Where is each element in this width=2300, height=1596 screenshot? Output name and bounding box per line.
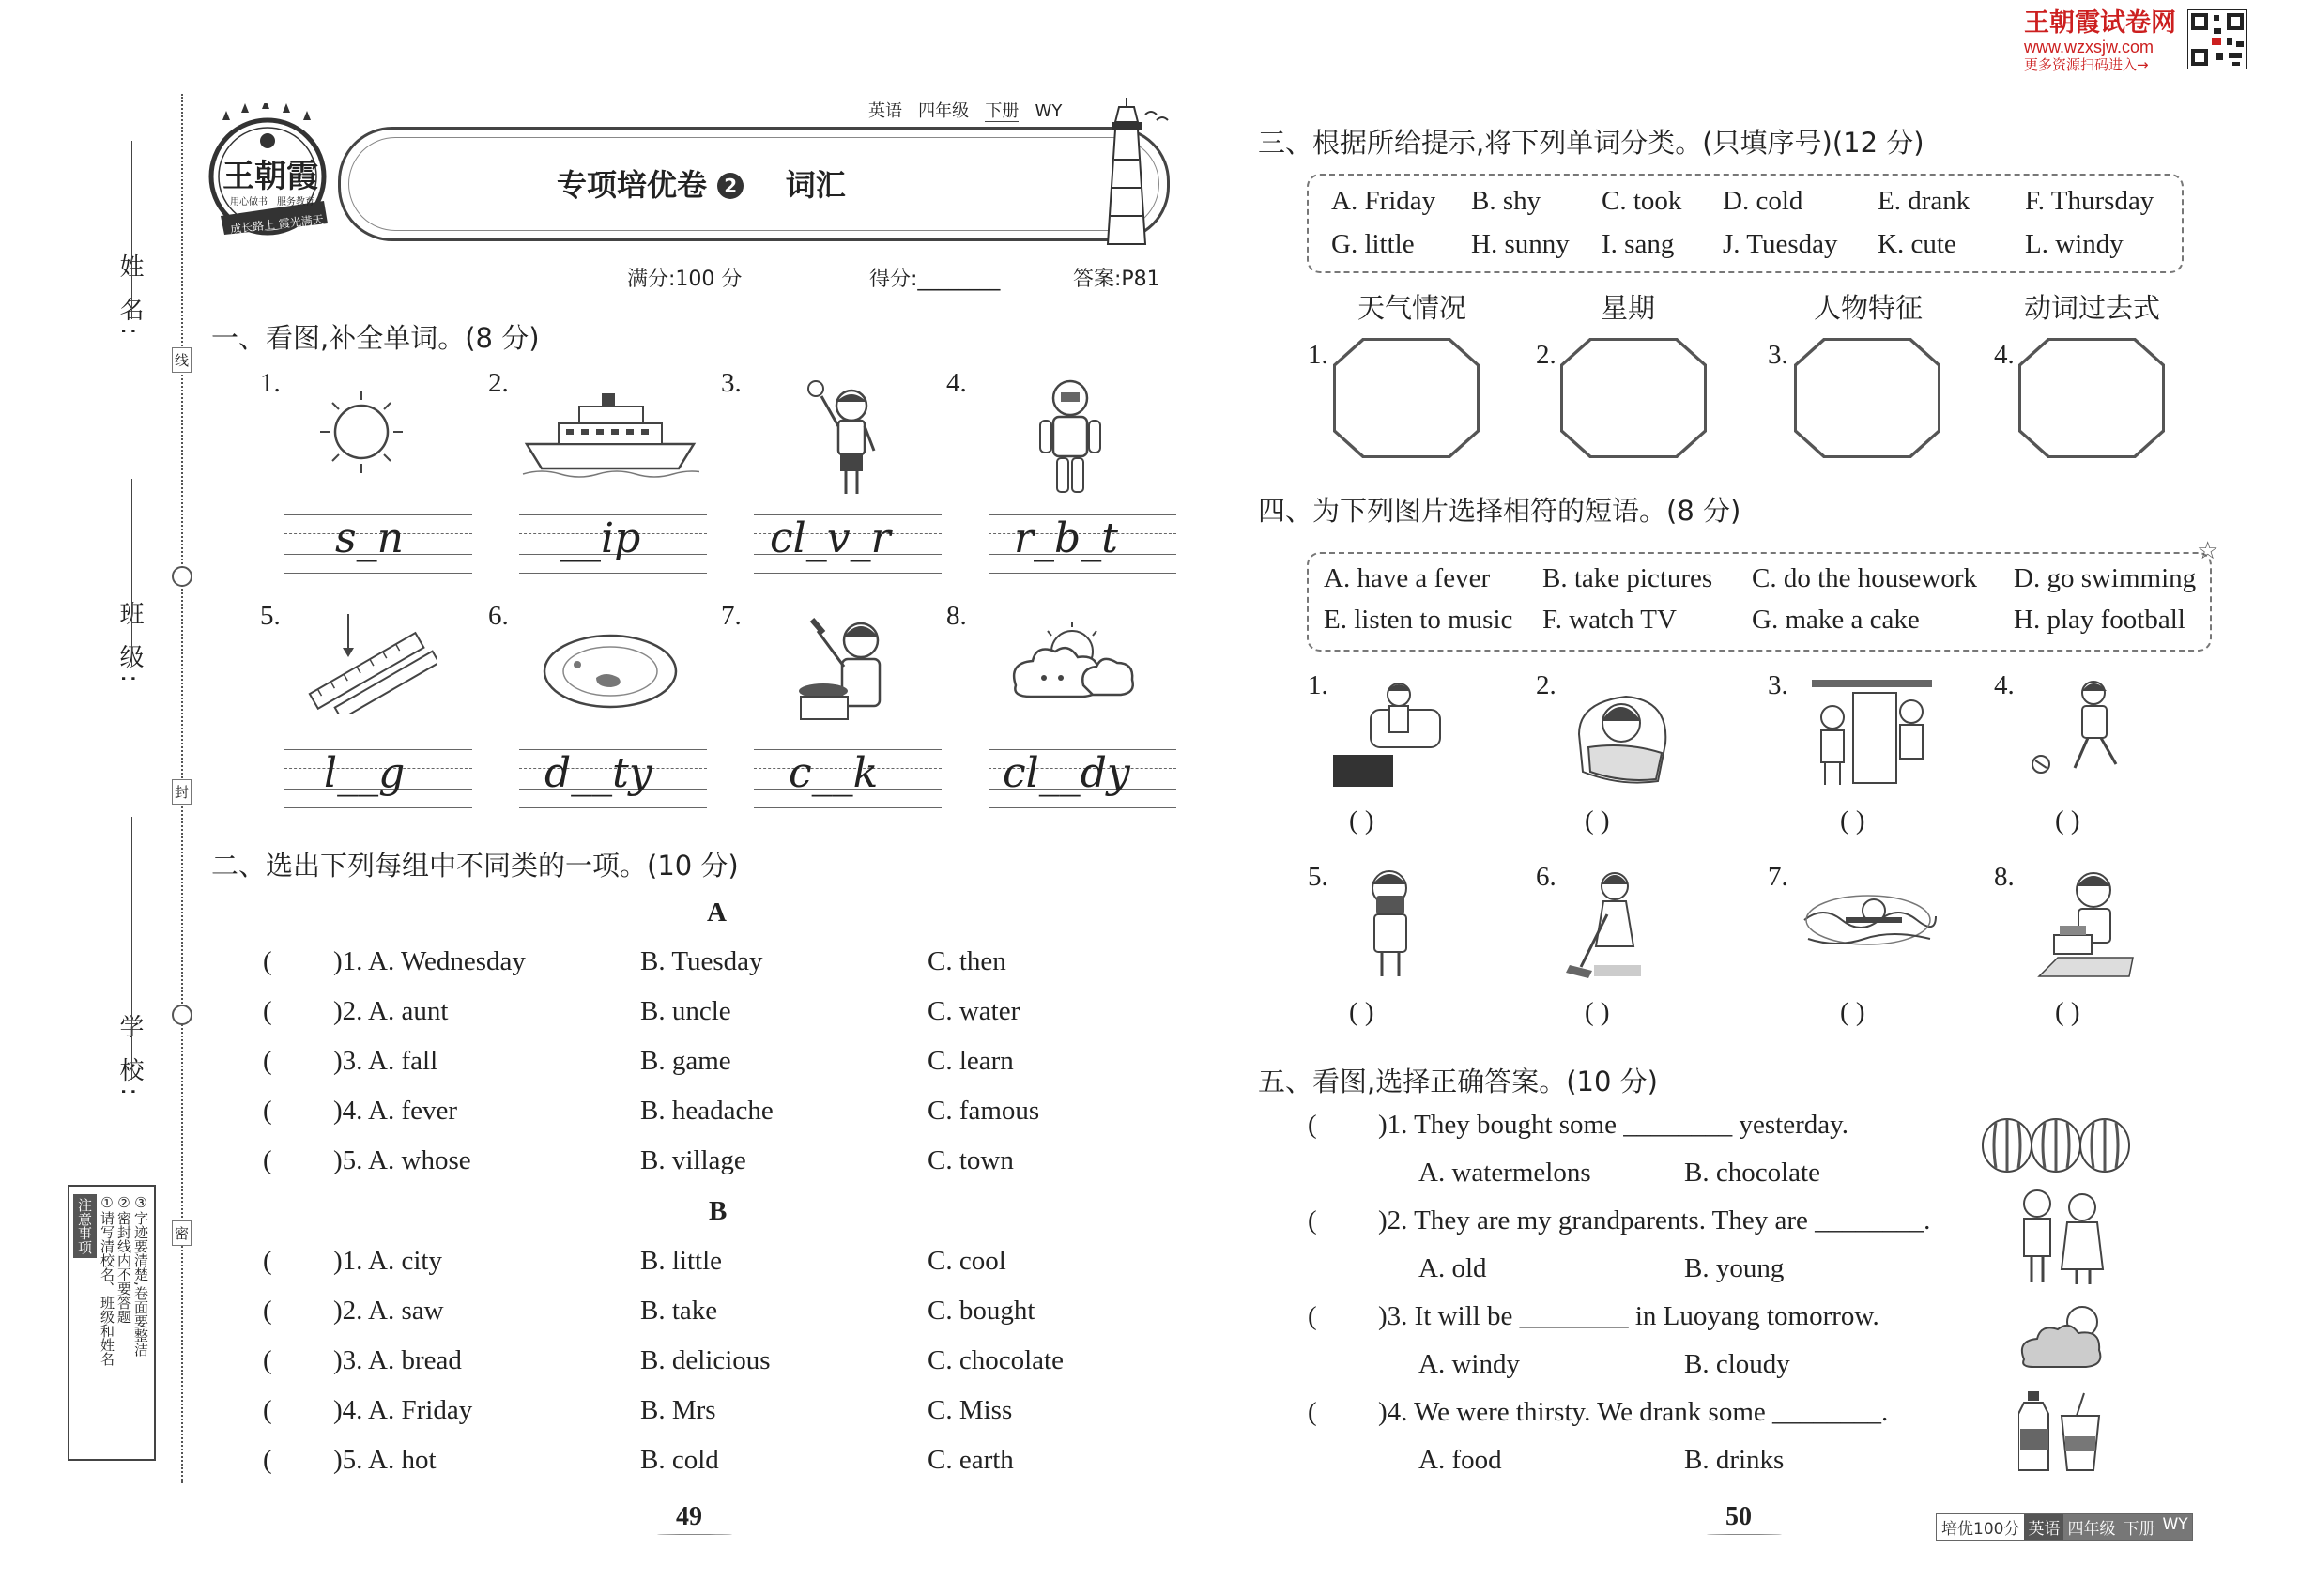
option-b: B. uncle: [640, 996, 731, 1026]
option-c: C. cool: [928, 1246, 1006, 1276]
item-number: 4.: [946, 368, 967, 398]
logo-banner: 成长路上 霞光满天: [229, 212, 325, 237]
logo-text: 王朝霞: [222, 158, 318, 195]
question-text: )2. They are my grandparents. They are ________.: [1378, 1205, 1931, 1235]
dirty-plate-icon: [540, 629, 681, 714]
logo-sub: 用心做书: [230, 197, 268, 207]
brand-sub: 更多资源扫码进入→: [2024, 56, 2149, 73]
word-option: G. little: [1331, 229, 1415, 259]
score-field[interactable]: 得分:________: [869, 268, 1001, 291]
answer-blank[interactable]: ( ): [1349, 806, 1374, 836]
option-b: B. cloudy: [1684, 1349, 1790, 1379]
word-option: F. Thursday: [2025, 186, 2154, 216]
item-number: 8.: [946, 601, 967, 631]
question-text: )1. They bought some ________ yesterday.: [1378, 1110, 1848, 1140]
item-number: 1.: [260, 368, 281, 398]
item-number: 6.: [488, 601, 509, 631]
word-option: L. windy: [2025, 229, 2124, 259]
option-a: )5. A. whose: [333, 1145, 471, 1175]
meta-term: 下册: [985, 101, 1020, 121]
item-number: 4.: [1994, 670, 2015, 700]
item-number: 2.: [1536, 340, 1556, 370]
category-label: 人物特征: [1814, 292, 1924, 324]
title-text: 专项培优卷: [557, 167, 708, 203]
phrase-option: G. make a cake: [1752, 605, 1920, 635]
option-a: )4. A. Friday: [333, 1395, 473, 1425]
answer-paren[interactable]: (: [263, 1395, 272, 1425]
lighthouse-icon: [1080, 94, 1173, 249]
option-a: )5. A. hot: [333, 1445, 437, 1475]
qr-code-icon[interactable]: [2187, 9, 2247, 69]
scissors-icon: [172, 1005, 192, 1025]
name-label: 姓 名:: [115, 253, 144, 342]
camera-boy-icon: [1352, 867, 1427, 980]
page-number: 50: [1725, 1502, 1752, 1531]
section5-title: 五、看图,选择正确答案。(10 分): [1258, 1066, 1658, 1097]
answer-blank[interactable]: ( ): [1840, 997, 1865, 1027]
cut-mark: 线: [172, 347, 192, 373]
class-label: 班 级:: [115, 601, 144, 689]
cook-icon: [784, 610, 897, 723]
cloudy-sun-icon: [2015, 1301, 2118, 1376]
item-number: 6.: [1536, 862, 1556, 892]
item-number: 4.: [1994, 340, 2015, 370]
clever-boy-icon: [803, 376, 887, 502]
option-c: C. water: [928, 996, 1020, 1026]
grandparents-icon: [2009, 1185, 2112, 1288]
subject-meta: [868, 98, 1062, 122]
word-blank: r_b_t: [1014, 514, 1118, 562]
item-number: 5.: [1308, 862, 1328, 892]
page-number: 49: [676, 1502, 702, 1531]
word-blank: s_n: [335, 514, 404, 562]
phrase-option: A. have a fever: [1324, 563, 1491, 593]
phrase-option: B. take pictures: [1542, 563, 1713, 593]
football-girl-icon: [2028, 678, 2131, 786]
answer-paren[interactable]: (: [1308, 1110, 1317, 1140]
item-number: 3.: [1768, 340, 1788, 370]
option-b: B. drinks: [1684, 1445, 1785, 1475]
item-number: 1.: [1308, 670, 1328, 700]
word-option: J. Tuesday: [1723, 229, 1838, 259]
class-field[interactable]: [131, 479, 132, 667]
swimming-icon: [1799, 882, 1940, 958]
option-b: B. little: [640, 1246, 722, 1276]
answer-paren[interactable]: (: [263, 996, 272, 1026]
section1-title: 一、看图,补全单词。(8 分): [211, 322, 540, 354]
item-number: 7.: [721, 601, 742, 631]
option-c: C. bought: [928, 1296, 1035, 1326]
answer-ref: 答案:P81: [1073, 268, 1160, 291]
item-number: 3.: [1768, 670, 1788, 700]
ruler-icon: [305, 610, 437, 714]
meta-subject: 英语: [868, 101, 902, 121]
school-label: 学 校:: [115, 1014, 144, 1102]
notes-box: [68, 1185, 156, 1461]
cut-mark: 密: [172, 1220, 192, 1246]
item-number: 2.: [488, 368, 509, 398]
school-field[interactable]: [131, 817, 132, 1080]
ship-icon: [521, 390, 699, 479]
option-a: )3. A. bread: [333, 1345, 462, 1375]
title-number: 2: [717, 173, 744, 199]
phrase-option: H. play football: [2014, 605, 2185, 635]
option-a: )1. A. Wednesday: [333, 946, 526, 976]
answer-paren[interactable]: (: [263, 946, 272, 976]
option-b: B. Tuesday: [640, 946, 763, 976]
brand-title: 王朝霞试卷网: [2024, 8, 2176, 38]
scissors-icon: [172, 566, 192, 587]
cloudy-icon: [1003, 620, 1143, 714]
logo-sub: 服务教育: [277, 197, 314, 207]
word-option: C. took: [1602, 186, 1682, 216]
option-b: B. Mrs: [640, 1395, 716, 1425]
word-blank: d__ty: [544, 749, 652, 797]
answer-paren[interactable]: (: [263, 1145, 272, 1175]
notes-title: 注意事项: [73, 1194, 97, 1258]
word-option: A. Friday: [1331, 186, 1436, 216]
cut-mark: 封: [172, 779, 192, 805]
phrase-option: C. do the housework: [1752, 563, 1978, 593]
option-b: B. headache: [640, 1096, 774, 1126]
section4-title: 四、为下列图片选择相符的短语。(8 分): [1258, 495, 1741, 527]
tag-edition: WY: [2158, 1514, 2191, 1540]
option-c: C. earth: [928, 1445, 1014, 1475]
option-a: )3. A. fall: [333, 1046, 438, 1076]
answer-paren[interactable]: (: [263, 1046, 272, 1076]
answer-blank[interactable]: ( ): [1585, 997, 1610, 1027]
answer-octagon[interactable]: [2018, 338, 2165, 458]
watch-tv-icon: [1333, 678, 1446, 790]
word-option: K. cute: [1878, 229, 1956, 259]
word-blank: l__g: [324, 749, 406, 797]
option-a: A. old: [1418, 1253, 1487, 1283]
tag-series: 培优100分: [1937, 1514, 2024, 1540]
phrase-option: E. listen to music: [1324, 605, 1513, 635]
option-c: C. town: [928, 1145, 1014, 1175]
option-c: C. learn: [928, 1046, 1014, 1076]
page-title: [557, 161, 846, 205]
answer-blank[interactable]: ( ): [1349, 997, 1374, 1027]
category-label: 天气情况: [1357, 292, 1467, 324]
tag-grade: 四年级: [2063, 1514, 2119, 1540]
answer-paren[interactable]: (: [263, 1445, 272, 1475]
option-a: A. food: [1418, 1445, 1502, 1475]
tag-term: 下册: [2119, 1514, 2158, 1540]
option-b: B. game: [640, 1046, 731, 1076]
item-number: 2.: [1536, 670, 1556, 700]
category-label: 星期: [1601, 292, 1656, 324]
answer-octagon[interactable]: [1333, 338, 1480, 458]
category-label: 动词过去式: [2024, 292, 2161, 324]
option-b: B. cold: [640, 1445, 719, 1475]
robot-icon: [1033, 376, 1108, 498]
answer-paren[interactable]: (: [1308, 1205, 1317, 1235]
answer-octagon[interactable]: [1560, 338, 1707, 458]
brand-url[interactable]: www.wzxsjw.com: [2024, 38, 2154, 56]
answer-paren[interactable]: (: [263, 1296, 272, 1326]
answer-blank[interactable]: ( ): [2055, 997, 2080, 1027]
option-b: B. take: [640, 1296, 718, 1326]
phrase-option: D. go swimming: [2014, 563, 2197, 593]
phrase-option: F. watch TV: [1542, 605, 1677, 635]
item-number: 5.: [260, 601, 281, 631]
sweeping-girl-icon: [1566, 867, 1660, 980]
option-c: C. famous: [928, 1096, 1040, 1126]
option-a: )2. A. saw: [333, 1296, 444, 1326]
option-b: B. young: [1684, 1253, 1785, 1283]
note-item: ③字迹要清楚,卷面要整洁: [132, 1194, 149, 1357]
answer-paren[interactable]: (: [1308, 1301, 1317, 1331]
option-a: )1. A. city: [333, 1246, 442, 1276]
cake-boy-icon: [2035, 867, 2139, 980]
answer-octagon[interactable]: [1794, 338, 1940, 458]
option-a: A. watermelons: [1418, 1158, 1591, 1188]
option-b: B. village: [640, 1145, 746, 1175]
word-blank: cl_v_r: [770, 514, 891, 562]
section3-title: 三、根据所给提示,将下列单词分类。(只填序号)(12 分): [1258, 127, 1924, 159]
note-item: ①请写清校名、班级和姓名: [99, 1194, 115, 1366]
page-number-swoosh: [657, 1534, 732, 1535]
note-item: ②密封线内不要答题: [115, 1194, 132, 1324]
option-a: A. windy: [1418, 1349, 1520, 1379]
page-number-swoosh: [1707, 1534, 1782, 1535]
full-score: 满分:100 分: [627, 268, 743, 291]
meta-grade: 四年级: [918, 101, 970, 121]
group-label: A: [707, 898, 727, 928]
answer-paren[interactable]: (: [263, 1096, 272, 1126]
answer-paren[interactable]: (: [1308, 1397, 1317, 1427]
word-option: B. shy: [1471, 186, 1541, 216]
item-number: 3.: [721, 368, 742, 398]
word-blank: c__k: [789, 749, 879, 797]
fever-girl-icon: [1570, 678, 1673, 786]
question-text: )4. We were thirsty. We drank some ________.: [1378, 1397, 1889, 1427]
option-c: C. then: [928, 946, 1006, 976]
option-c: C. Miss: [928, 1395, 1013, 1425]
footer-tag: [1936, 1513, 2193, 1541]
title-topic: 词汇: [785, 167, 846, 203]
name-field[interactable]: [131, 141, 132, 319]
word-blank: cl__dy: [1003, 749, 1130, 797]
item-number: 1.: [1308, 340, 1328, 370]
item-number: 8.: [1994, 862, 2015, 892]
word-option: D. cold: [1723, 186, 1803, 216]
answer-blank[interactable]: ( ): [1585, 806, 1610, 836]
word-option: E. drank: [1878, 186, 1970, 216]
option-a: )4. A. fever: [333, 1096, 458, 1126]
housework-kids-icon: [1806, 674, 1938, 791]
logo: [202, 103, 343, 244]
section2-title: 二、选出下列每组中不同类的一项。(10 分): [211, 850, 739, 882]
answer-paren[interactable]: (: [263, 1345, 272, 1375]
answer-blank[interactable]: ( ): [2055, 806, 2080, 836]
option-b: B. delicious: [640, 1345, 771, 1375]
word-option: H. sunny: [1471, 229, 1570, 259]
word-option: I. sang: [1602, 229, 1675, 259]
drinks-icon: [2018, 1389, 2112, 1474]
option-a: )2. A. aunt: [333, 996, 449, 1026]
meta-edition: WY: [1035, 101, 1063, 121]
tag-subject: 英语: [2024, 1514, 2063, 1540]
answer-paren[interactable]: (: [263, 1246, 272, 1276]
star-icon: ☆: [2197, 537, 2219, 564]
question-text: )3. It will be ________ in Luoyang tomorrow.: [1378, 1301, 1879, 1331]
option-b: B. chocolate: [1684, 1158, 1820, 1188]
watermelons-icon: [1981, 1113, 2131, 1174]
title-banner: [338, 127, 1170, 241]
sun-icon: [310, 385, 413, 479]
brand-block: [2024, 9, 2184, 73]
answer-blank[interactable]: ( ): [1840, 806, 1865, 836]
option-c: C. chocolate: [928, 1345, 1064, 1375]
group-label: B: [709, 1196, 728, 1226]
word-blank: __ip: [560, 514, 641, 562]
item-number: 7.: [1768, 862, 1788, 892]
